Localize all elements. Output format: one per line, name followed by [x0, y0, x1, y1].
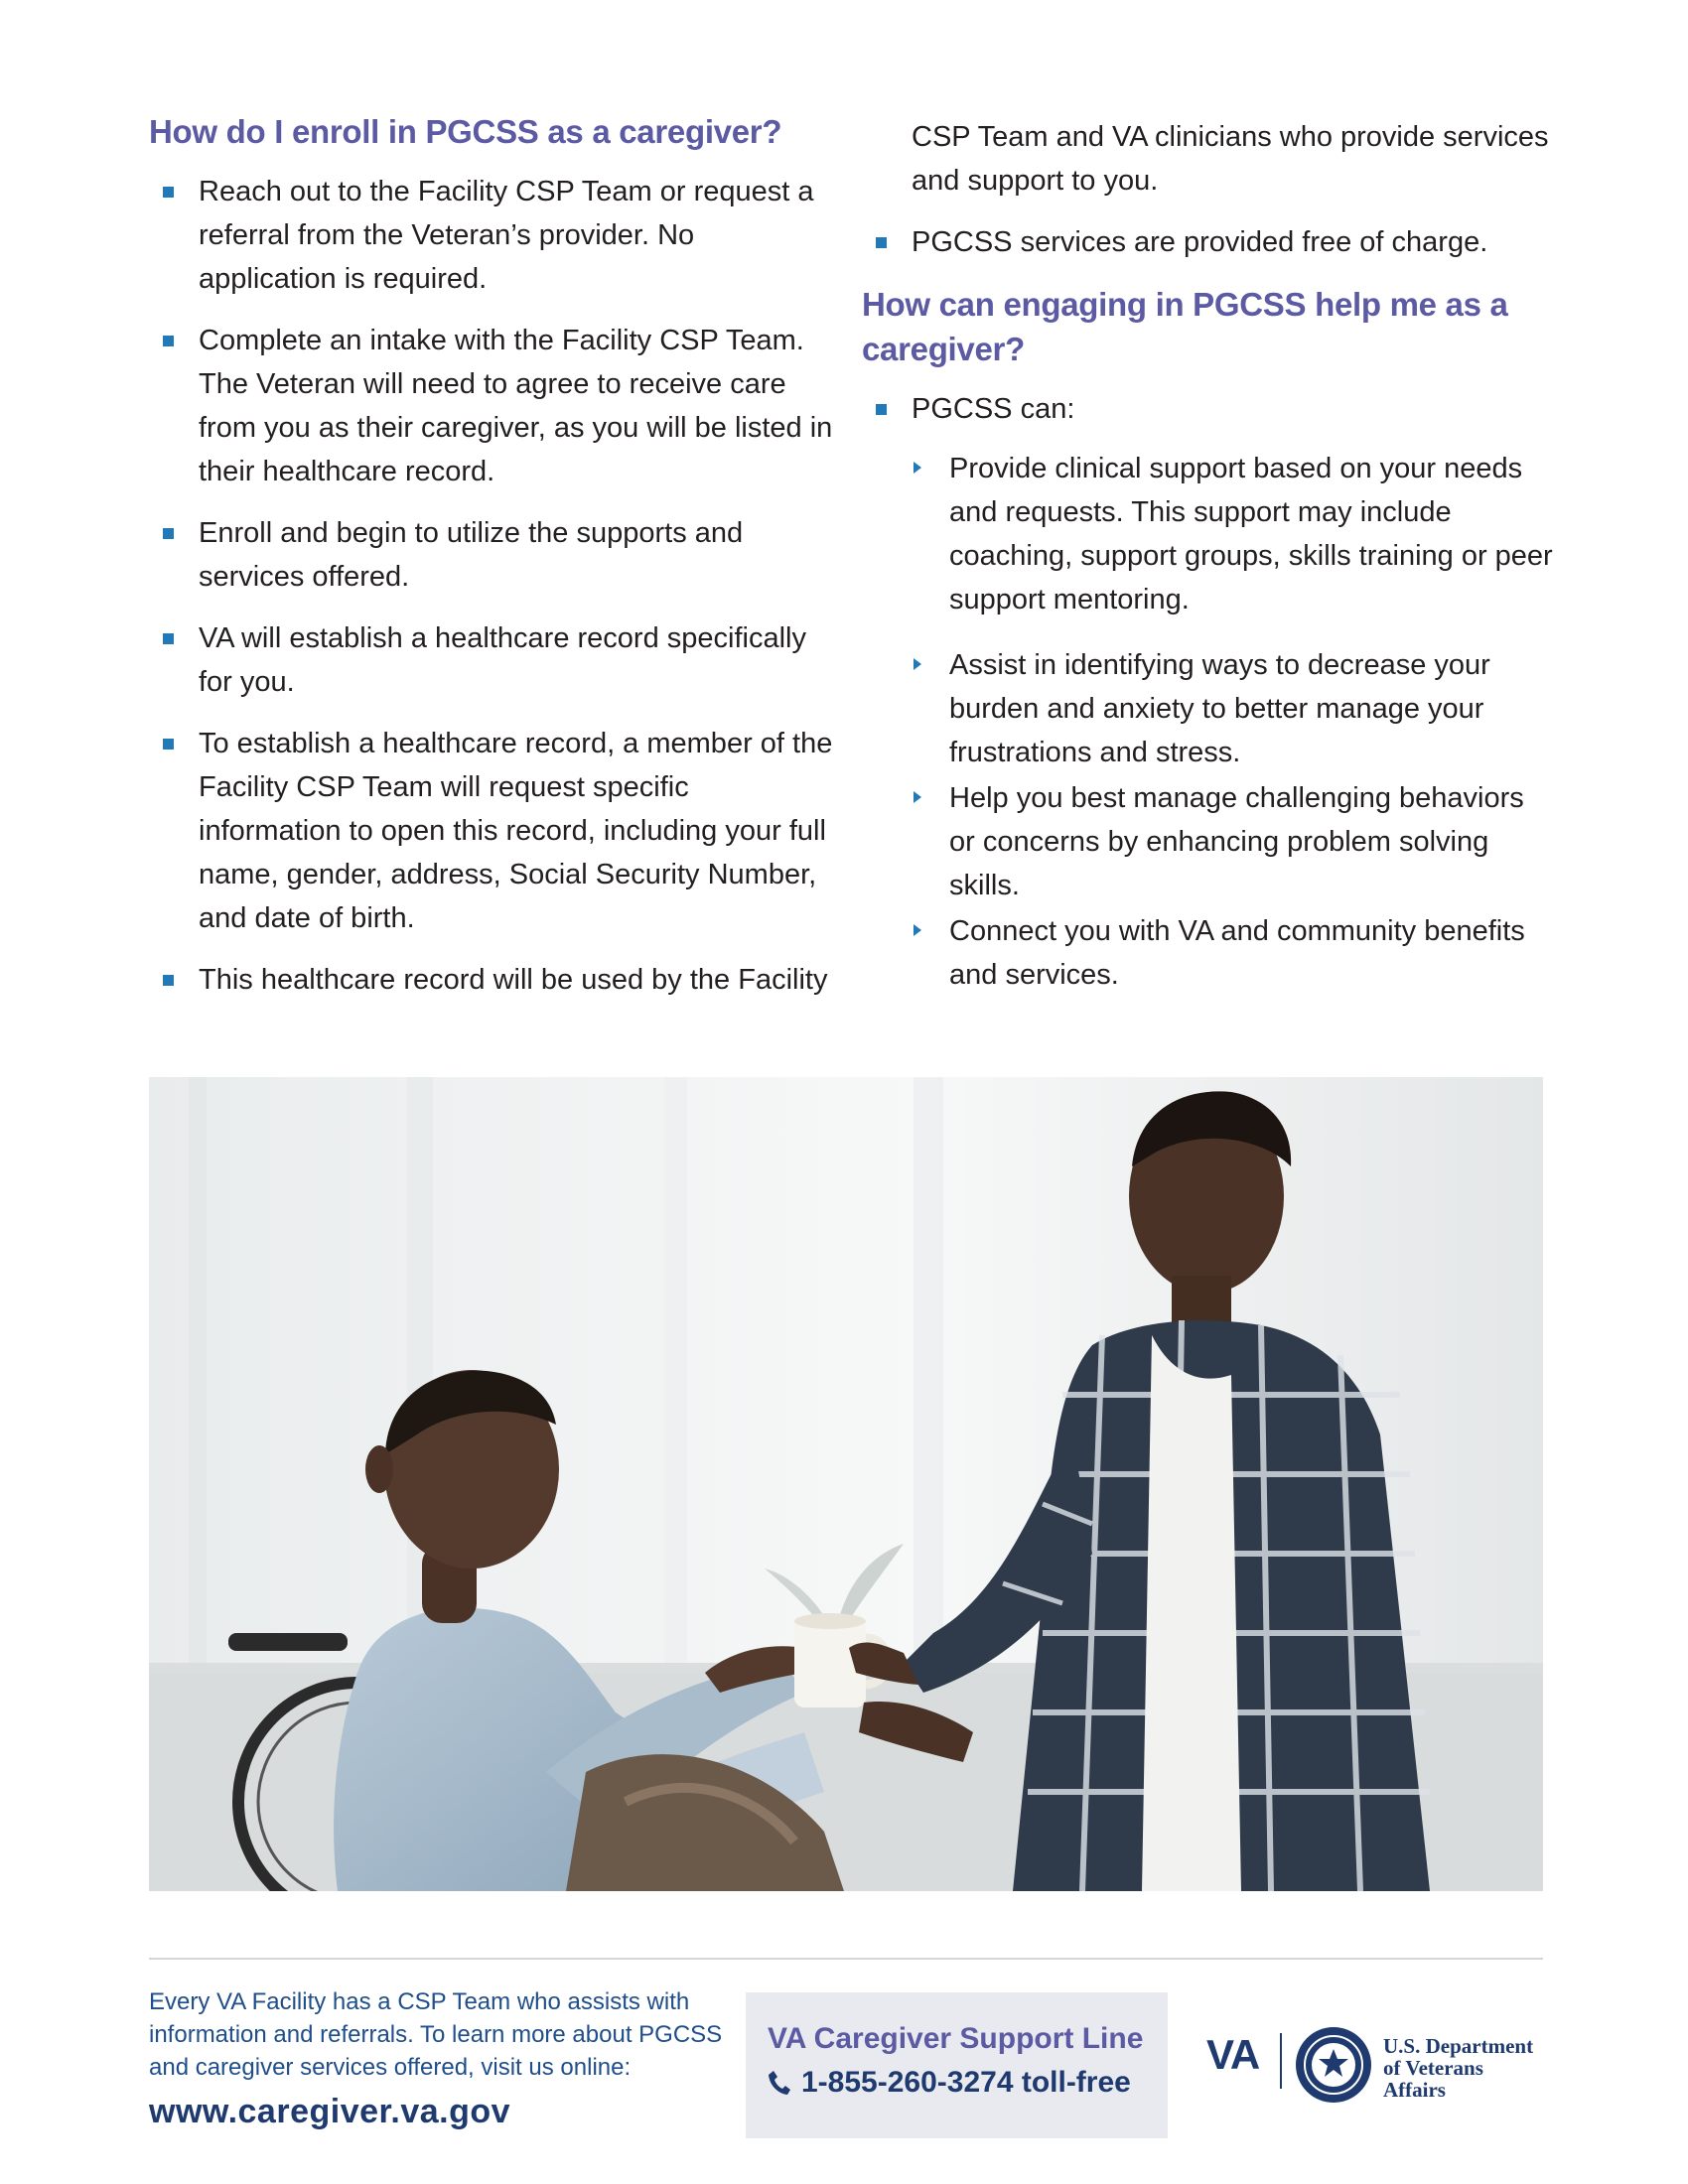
- support-phone-number: 1-855-260-3274 toll-free: [801, 2066, 1131, 2099]
- va-department-name: [1383, 2035, 1544, 2101]
- list-item: Connect you with VA and community benefits and services.: [862, 909, 1557, 997]
- list-item: Provide clinical support based on your needs and requests. This support may include coaching, support groups, skills training or peer support mentoring.: [862, 447, 1557, 621]
- pgcss-can-label: PGCSS can:: [912, 393, 1075, 425]
- va-dept-line2: of Veterans Affairs: [1383, 2056, 1483, 2102]
- benefits-list: [862, 387, 1557, 431]
- list-item: To establish a healthcare record, a member of the Facility CSP Team will request specific information to open this record, including your full name, gender, address, Social Security Number, and date of birth.: [149, 722, 834, 940]
- va-logo: [1206, 2025, 1544, 2105]
- benefits-heading: How can engaging in PGCSS help me as a caregiver?: [862, 286, 1508, 367]
- support-line-title: VA Caregiver Support Line: [768, 2022, 1144, 2055]
- va-wordmark: VA: [1206, 2031, 1260, 2078]
- list-item: [862, 387, 1557, 431]
- left-column: [149, 109, 834, 1020]
- phone-icon: [768, 2070, 791, 2104]
- list-item: PGCSS services are provided free of charge.: [862, 220, 1557, 264]
- right-column: [862, 115, 1557, 1017]
- caregiver-photo-illustration: [149, 1077, 1543, 1891]
- enroll-steps-list: [149, 170, 834, 1002]
- footer-description: Every VA Facility has a CSP Team who assists with information and referrals. To learn more about PGCSS and caregiver services offered, visit us online:: [149, 1988, 723, 2081]
- benefits-sublist: [862, 447, 1557, 997]
- list-item: Complete an intake with the Facility CSP Team. The Veteran will need to agree to receive care from you as their caregiver, as you will be listed in their healthcare record.: [149, 319, 834, 493]
- support-line-phone[interactable]: [768, 2066, 1131, 2104]
- va-dept-line1: U.S. Department: [1383, 2034, 1534, 2058]
- enroll-heading: How do I enroll in PGCSS as a caregiver?: [149, 113, 782, 150]
- list-item: Reach out to the Facility CSP Team or request a referral from the Veteran’s provider. No application is required.: [149, 170, 834, 301]
- va-seal-icon: [1294, 2025, 1373, 2110]
- list-item: Help you best manage challenging behaviors or concerns by enhancing problem solving skills.: [862, 776, 1557, 907]
- list-item: This healthcare record will be used by the Facility: [149, 958, 834, 1002]
- list-item: Enroll and begin to utilize the supports and services offered.: [149, 511, 834, 599]
- free-list: [862, 220, 1557, 264]
- continued-text: CSP Team and VA clinicians who provide services and support to you.: [912, 121, 1549, 197]
- list-item: VA will establish a healthcare record specifically for you.: [149, 616, 834, 704]
- caregiver-website-link[interactable]: www.caregiver.va.gov: [149, 2093, 511, 2130]
- support-line-box: [746, 1992, 1168, 2138]
- list-item: Assist in identifying ways to decrease your burden and anxiety to better manage your frustrations and stress.: [862, 643, 1557, 774]
- va-logo-divider: [1280, 2033, 1282, 2089]
- caregiver-photo: [149, 1077, 1543, 1891]
- footer-divider: [149, 1958, 1543, 1960]
